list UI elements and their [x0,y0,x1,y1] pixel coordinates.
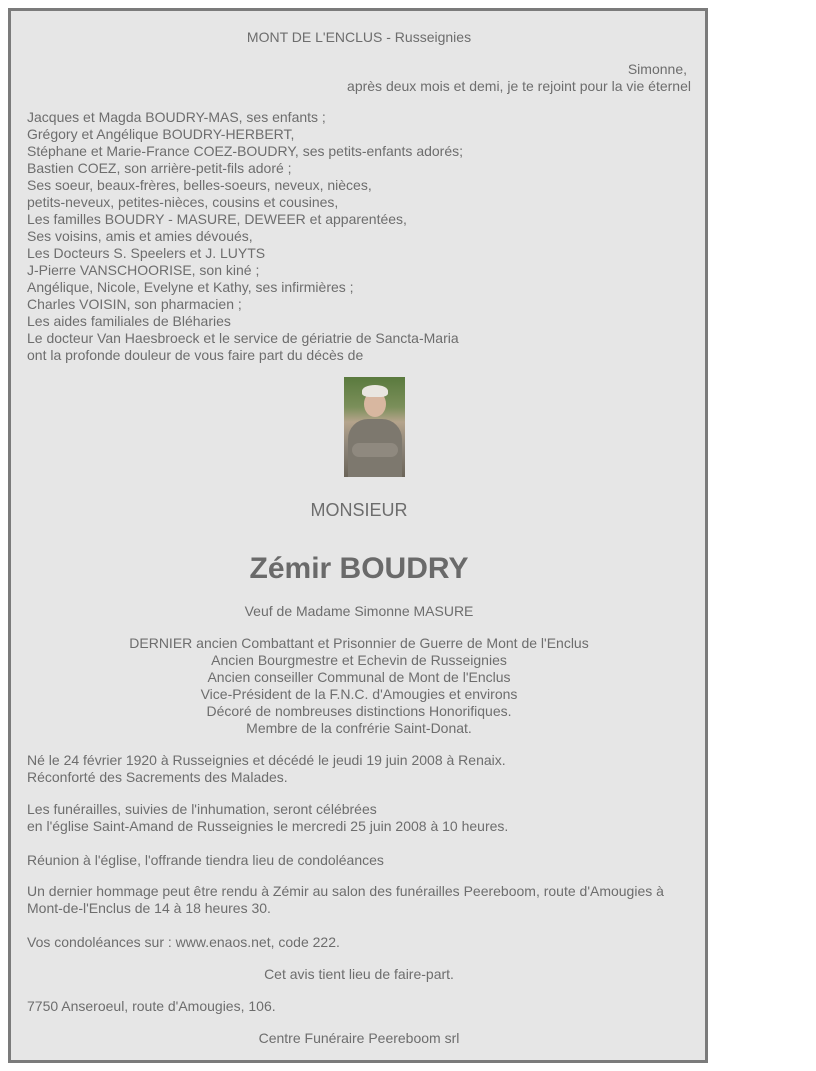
honor-line: DERNIER ancien Combattant et Prisonnier de Guerre de Mont de l'Enclus [129,635,589,651]
tribute-block [27,883,691,917]
birth-death-block [27,752,691,786]
honorific-title: MONSIEUR [310,500,408,520]
portrait-photo [344,377,405,477]
obituary-card [8,8,708,1063]
widower-line: Veuf de Madame Simonne MASURE [244,603,474,619]
family-line: Grégory et Angélique BOUDRY-HERBERT, [27,126,295,142]
family-line: Ses voisins, amis et amies dévoués, [27,228,253,244]
funeral-block [27,801,691,835]
family-line: petits-neveux, petites-nièces, cousins et cousines, [27,194,339,210]
honor-line: Ancien conseiller Communal de Mont de l'Enclus [207,669,511,685]
honor-line: Décoré de nombreuses distinctions Honorifiques. [206,703,512,719]
family-line: Les familles BOUDRY - MASURE, DEWEER et apparentées, [27,211,407,227]
honor-line: Ancien Bourgmestre et Echevin de Russeignies [211,652,507,668]
dedication-line-1: Simonne, [627,61,687,77]
dedication-line-2: après deux mois et demi, je te rejoint pour la vie éternel [347,78,691,94]
family-line: ont la profonde douleur de vous faire part du décès de [27,347,364,363]
sacraments-line: Réconforté des Sacrements des Malades. [27,769,288,785]
family-line: Charles VOISIN, son pharmacien ; [27,296,242,312]
family-line: Le docteur Van Haesbroeck et le service de gériatrie de Sancta-Maria [27,330,459,346]
deceased-name: Zémir BOUDRY [249,552,469,585]
family-line: Les aides familiales de Bléharies [27,313,231,329]
notice-line: Cet avis tient lieu de faire-part. [264,966,454,982]
location-header: MONT DE L'ENCLUS - Russeignies [246,29,472,45]
tribute-line-1: Un dernier hommage peut être rendu à Zémir au salon des funérailles Peereboom, route d'Amougies à [27,883,664,899]
family-line: Ses soeur, beaux-frères, belles-soeurs, neveux, nièces, [27,177,372,193]
family-line: Stéphane et Marie-France COEZ-BOUDRY, ses petits-enfants adorés; [27,143,464,159]
family-line: Les Docteurs S. Speelers et J. LUYTS [27,245,266,261]
family-line: J-Pierre VANSCHOORISE, son kiné ; [27,262,260,278]
family-line: Bastien COEZ, son arrière-petit-fils adoré ; [27,160,292,176]
funeral-line-2: en l'église Saint-Amand de Russeignies le mercredi 25 juin 2008 à 10 heures. [27,818,509,834]
family-line: Angélique, Nicole, Evelyne et Kathy, ses infirmières ; [27,279,354,295]
funeral-home-footer: Centre Funéraire Peereboom srl [258,1030,460,1046]
honor-line: Vice-Président de la F.N.C. d'Amougies et environs [200,686,518,702]
address-line: 7750 Anseroeul, route d'Amougies, 106. [27,998,276,1014]
birth-death-line: Né le 24 février 1920 à Russeignies et décédé le jeudi 19 juin 2008 à Renaix. [27,752,506,768]
honors-list [27,635,691,737]
condolences-line: Vos condoléances sur : www.enaos.net, code 222. [27,934,340,950]
family-line: Jacques et Magda BOUDRY-MAS, ses enfants ; [27,109,326,125]
honor-line: Membre de la confrérie Saint-Donat. [246,720,472,736]
meeting-line: Réunion à l'église, l'offrande tiendra lieu de condoléances [27,852,384,868]
family-list [27,109,691,364]
tribute-line-2: Mont-de-l'Enclus de 14 à 18 heures 30. [27,900,271,916]
funeral-line-1: Les funérailles, suivies de l'inhumation, seront célébrées [27,801,377,817]
